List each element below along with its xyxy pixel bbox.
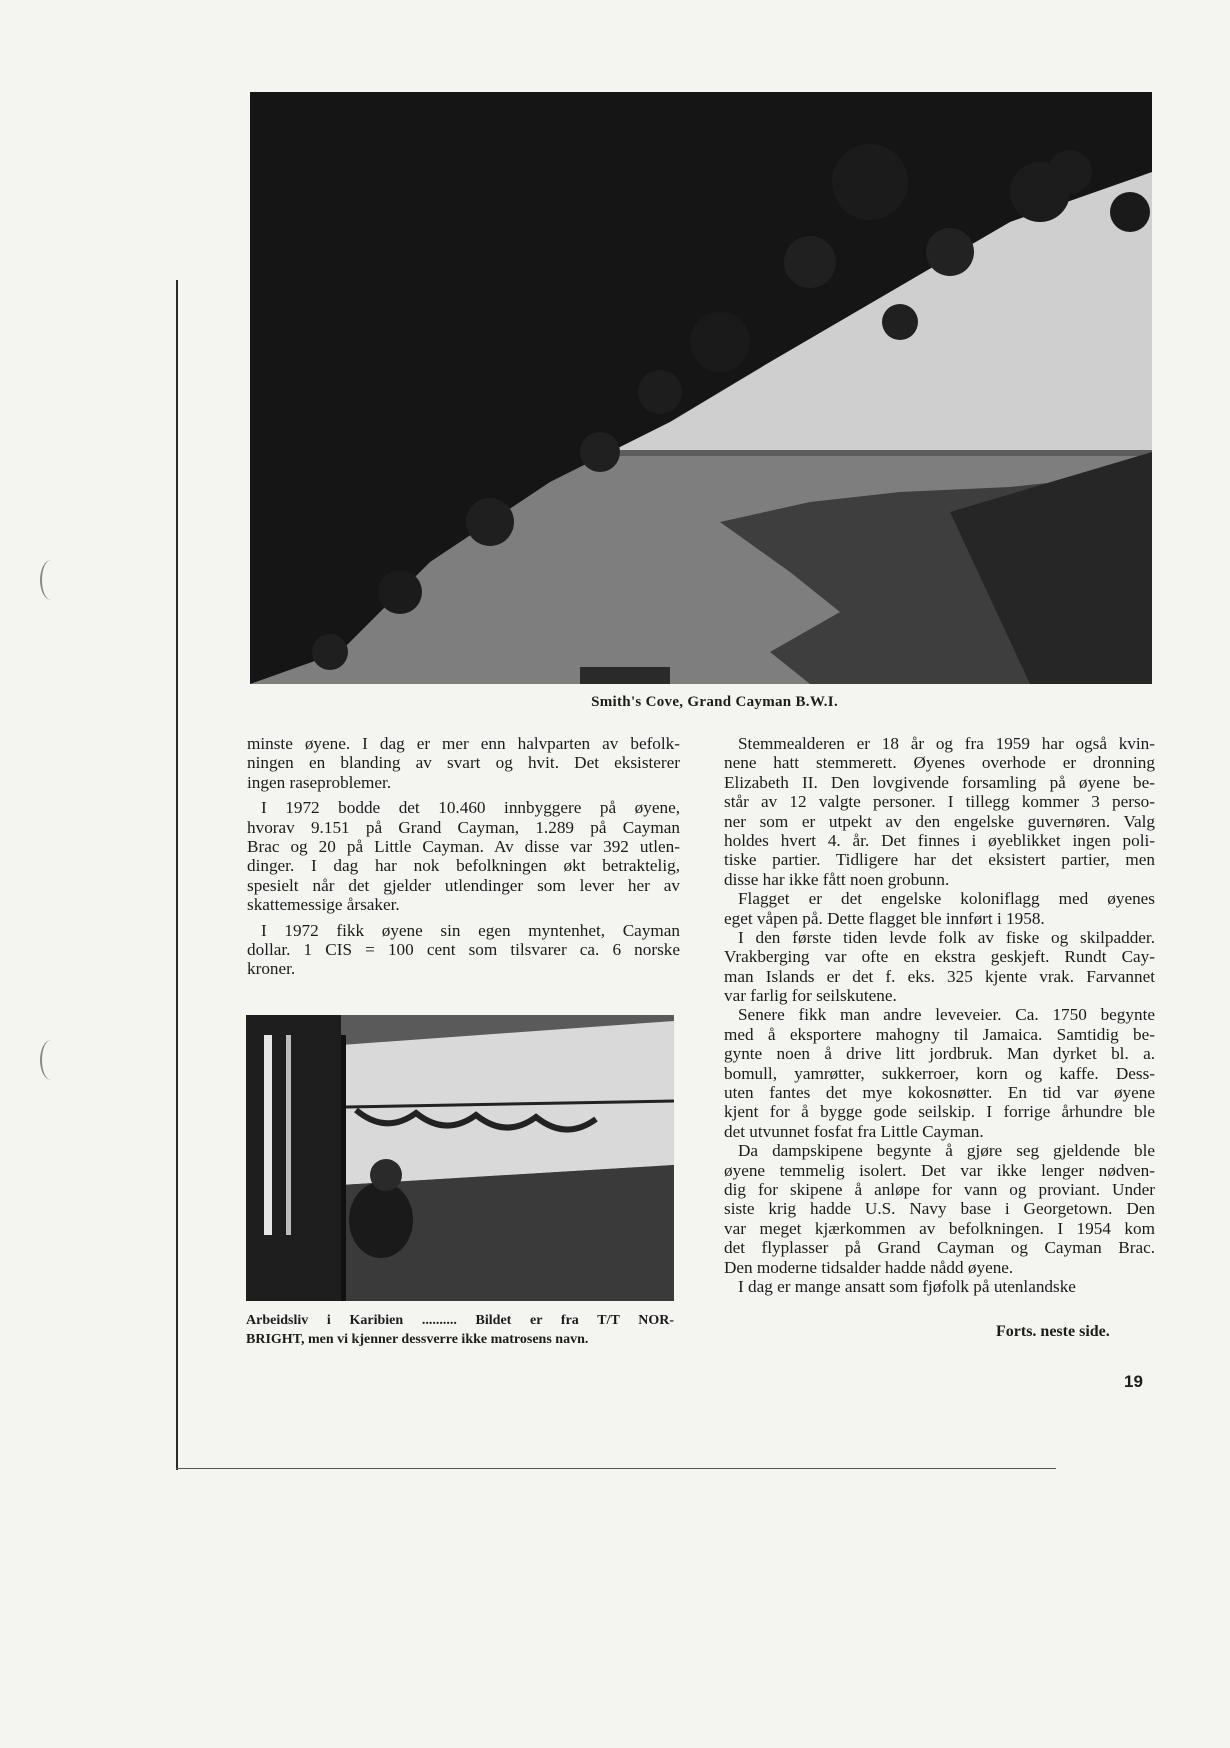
text-line: dinger. I dag har nok befolkningen økt betraktelig, bbox=[247, 856, 680, 876]
scan-hole-mark bbox=[40, 1040, 62, 1080]
paragraph bbox=[724, 928, 1155, 1006]
text-line: hvorav 9.151 på Grand Cayman, 1.289 på Cayman bbox=[247, 817, 680, 837]
text-line: Vrakberging var ofte en ekstra geskjeft. Rundt Cay- bbox=[724, 947, 1155, 967]
text-line: det flyplasser på Grand Cayman og Cayman Brac. bbox=[724, 1238, 1155, 1258]
text-line: var meget kjærkommen av befolkningen. I 1954 kom bbox=[724, 1218, 1155, 1238]
text-line: var farlig for seilskutene. bbox=[724, 986, 897, 1006]
text-line: dig for skipene å anløpe for vann og proviant. Under bbox=[724, 1179, 1155, 1199]
continued-note: Forts. neste side. bbox=[996, 1323, 1110, 1340]
scan-binding-line bbox=[176, 280, 178, 1470]
text-line: Senere fikk man andre leveveier. Ca. 1750 begynte bbox=[738, 1005, 1155, 1025]
text-line: disse har ikke fått noen grobunn. bbox=[724, 869, 950, 889]
top-photo-image bbox=[250, 92, 1152, 684]
caption-line: BRIGHT, men vi kjenner dessverre ikke matrosens navn. bbox=[246, 1332, 589, 1347]
text-line: uten fantes det mye kokosnøtter. En tid var øyene bbox=[724, 1083, 1155, 1103]
text-line: Elizabeth II. Den lovgivende forsamling på øyene be- bbox=[724, 772, 1155, 792]
text-line: kroner. bbox=[247, 959, 296, 979]
top-photo-caption: Smith's Cove, Grand Cayman B.W.I. bbox=[591, 694, 838, 710]
text-line: Brac og 20 på Little Cayman. Av disse var 392 utlen- bbox=[247, 836, 680, 856]
text-line: bomull, yamrøtter, sukkerroer, korn og kaffe. Dess- bbox=[724, 1063, 1155, 1083]
text-line: ingen raseproblemer. bbox=[247, 772, 392, 792]
left-column bbox=[247, 734, 680, 979]
text-line: I 1972 bodde det 10.460 innbyggere på øyene, bbox=[261, 798, 680, 818]
text-line: står av 12 valgte personer. I tillegg kommer 3 perso- bbox=[724, 792, 1155, 812]
text-line: Stemmealderen er 18 år og fra 1959 har også kvin- bbox=[738, 734, 1155, 753]
text-line: kjent for å bygge gode seilskip. I forrige århundre ble bbox=[724, 1102, 1155, 1122]
text-line: Den moderne tidsalder hadde nådd øyene. bbox=[724, 1257, 1014, 1277]
text-line: eget våpen på. Dette flagget ble innført i 1958. bbox=[724, 908, 1045, 928]
paragraph bbox=[247, 921, 680, 979]
text-line: ningen en blanding av svart og hvit. Det eksisterer bbox=[247, 753, 680, 773]
scan-bottom-line bbox=[176, 1468, 1056, 1469]
paragraph bbox=[724, 1277, 1155, 1296]
top-photo bbox=[250, 92, 1152, 684]
text-line: skattemessige årsaker. bbox=[247, 895, 400, 915]
text-line: tiske partier. Tidligere har det eksistert partier, men bbox=[724, 850, 1155, 870]
text-line: gynte noen å drive litt jordbruk. Man dyrket bl. a. bbox=[724, 1044, 1155, 1064]
right-column bbox=[724, 734, 1155, 1296]
text-line: I dag er mange ansatt som fjøfolk på utenlandske bbox=[738, 1276, 1076, 1296]
text-line: spesielt når det gjelder utlendinger som lever her av bbox=[247, 875, 680, 895]
text-line: det utvunnet fosfat fra Little Cayman. bbox=[724, 1121, 984, 1141]
paragraph bbox=[247, 734, 680, 792]
paragraph bbox=[247, 798, 680, 914]
paragraph bbox=[724, 889, 1155, 928]
text-line: I den første tiden levde folk av fiske og skilpadder. bbox=[738, 927, 1155, 947]
text-line: minste øyene. I dag er mer enn halvparten av befolk- bbox=[247, 734, 680, 753]
page-number: 19 bbox=[1124, 1372, 1143, 1391]
text-line: med å eksportere mahogny til Jamaica. Samtidig be- bbox=[724, 1024, 1155, 1044]
paragraph bbox=[724, 1141, 1155, 1277]
text-line: Flagget er det engelske koloniflagg med øyenes bbox=[738, 889, 1155, 909]
text-line: nene hatt stemmerett. Øyenes overhode er dronning bbox=[724, 753, 1155, 773]
text-line: ner som er utpekt av den engelske guvernøren. Valg bbox=[724, 811, 1155, 831]
bottom-photo-caption bbox=[246, 1311, 674, 1349]
scan-hole-mark bbox=[40, 560, 62, 600]
paragraph bbox=[724, 734, 1155, 889]
bottom-photo bbox=[246, 1015, 674, 1301]
text-line: man Islands er det f. eks. 325 kjente vrak. Farvannet bbox=[724, 966, 1155, 986]
text-line: holdes hvert 4. år. Det finnes i øyeblikket ingen poli- bbox=[724, 830, 1155, 850]
paragraph bbox=[724, 1005, 1155, 1141]
caption-line: Arbeidsliv i Karibien .......... Bildet er fra T/T NOR- bbox=[246, 1313, 674, 1328]
text-line: øyene temmelig isolert. Det var ikke lenger nødven- bbox=[724, 1160, 1155, 1180]
text-line: dollar. 1 CIS = 100 cent som tilsvarer ca. 6 norske bbox=[247, 939, 680, 959]
text-line: Da dampskipene begynte å gjøre seg gjeldende ble bbox=[738, 1141, 1155, 1161]
text-line: I 1972 fikk øyene sin egen myntenhet, Cayman bbox=[261, 920, 680, 940]
text-line: siste krig hadde U.S. Navy base i Georgetown. Den bbox=[724, 1199, 1155, 1219]
bottom-photo-image bbox=[246, 1015, 674, 1301]
